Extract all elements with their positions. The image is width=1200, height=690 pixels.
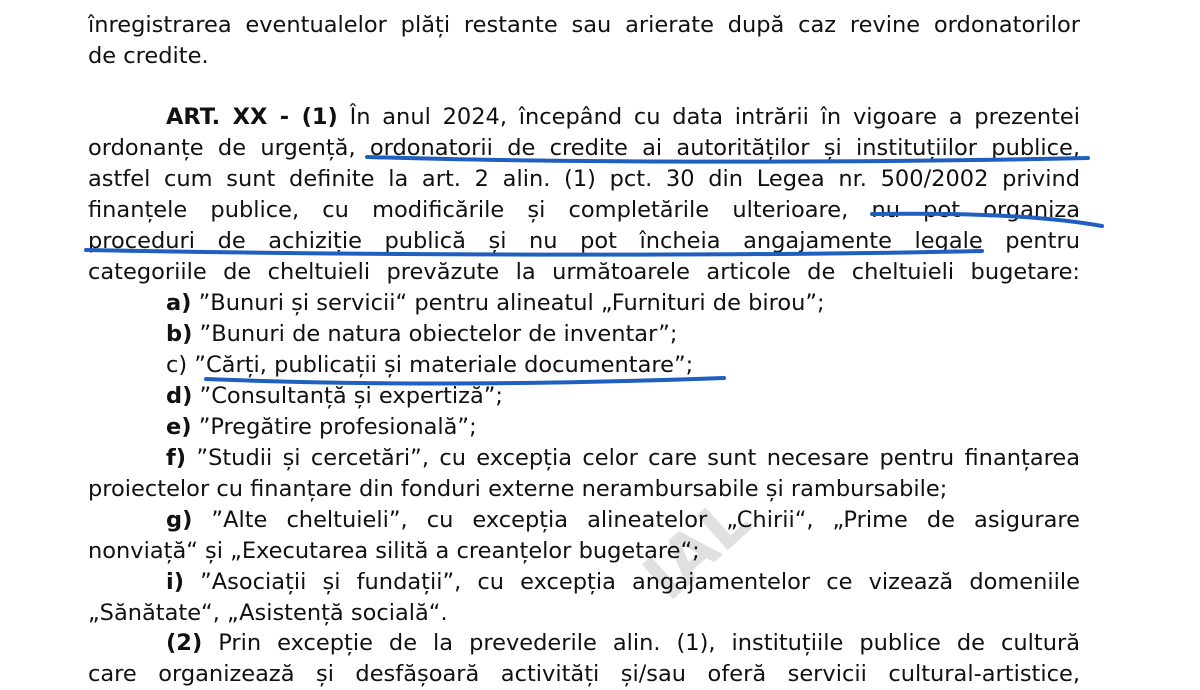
text-line: nonviață“ și „Executarea silită a creanțelor bugetare“; bbox=[88, 538, 700, 564]
paragraph-heading-line: (2) Prin excepție de la prevederile alin. (1), instituțiile publice de cultură bbox=[166, 630, 1080, 656]
list-item: d) ”Consultanță și expertiză”; bbox=[166, 383, 503, 409]
article-heading-line: ART. XX - (1) În anul 2024, începând cu data intrării în vigoare a prezentei bbox=[166, 104, 1080, 130]
list-item: i) ”Asociații și fundații”, cu excepția angajamentelor ce vizează domeniile bbox=[166, 569, 1080, 595]
text-line: înregistrarea eventualelor plăți restante sau arierate după caz revine ordonatorilor bbox=[88, 12, 1080, 38]
list-item: b) ”Bunuri de natura obiectelor de inventar”; bbox=[166, 321, 678, 347]
text-line: care organizează și desfășoară activități și/sau oferă servicii cultural-artistice, bbox=[88, 661, 1080, 687]
list-item: f) ”Studii și cercetări”, cu excepția celor care sunt necesare pentru finanțarea bbox=[166, 445, 1080, 471]
text-line: finanțele publice, cu modificările și completările ulterioare, nu pot organiza bbox=[88, 197, 1080, 223]
text-line: de credite. bbox=[88, 43, 209, 69]
watermark: IAL bbox=[630, 483, 765, 615]
text-line: ordonanțe de urgență, ordonatorii de credite ai autorităților și instituțiilor publice, bbox=[88, 135, 1080, 161]
text-line: categoriile de cheltuieli prevăzute la următoarele articole de cheltuieli bugetare: bbox=[88, 259, 1080, 285]
text-line: proiectelor cu finanțare din fonduri externe nerambursabile și rambursabile; bbox=[88, 476, 948, 502]
list-item: a) ”Bunuri și servicii“ pentru alineatul „Furnituri de birou”; bbox=[166, 290, 825, 316]
text-line: proceduri de achiziție publică și nu pot încheia angajamente legale pentru bbox=[88, 228, 1080, 254]
text-line: astfel cum sunt definite la art. 2 alin. (1) pct. 30 din Legea nr. 500/2002 privind bbox=[88, 166, 1080, 192]
list-item: g) ”Alte cheltuieli”, cu excepția alineatelor „Chirii“, „Prime de asigurare bbox=[166, 507, 1080, 533]
article-number: ART. XX - (1) bbox=[166, 104, 338, 130]
text-line: „Sănătate“, „Asistență socială“. bbox=[88, 600, 448, 626]
list-item: e) ”Pregătire profesională”; bbox=[166, 414, 477, 440]
list-item: c) ”Cărți, publicații și materiale documentare”; bbox=[166, 352, 694, 378]
